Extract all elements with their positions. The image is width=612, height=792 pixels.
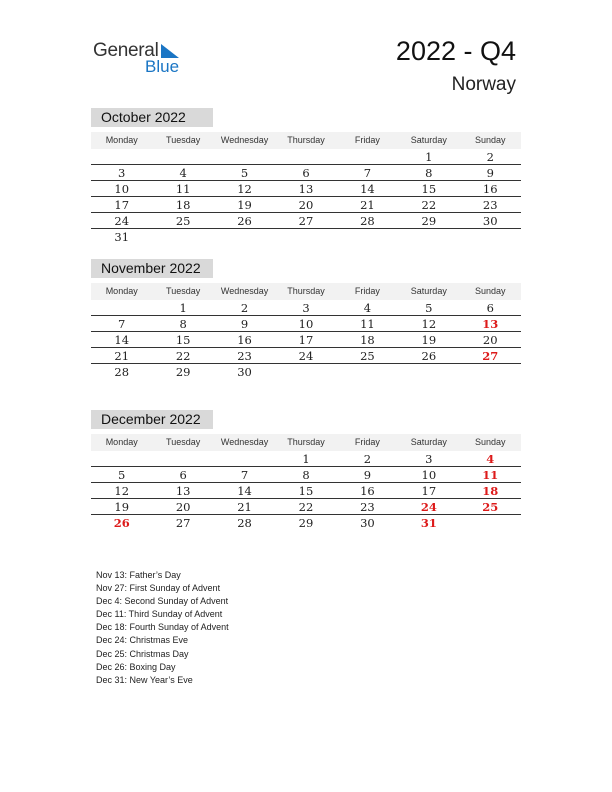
day-cell: 20	[298, 198, 314, 212]
week-row	[91, 316, 521, 332]
weekday-header: Saturday	[410, 437, 447, 447]
holiday-note: Dec 25: Christmas Day	[96, 648, 189, 659]
weekday-header: Friday	[354, 135, 380, 145]
day-cell: 3	[118, 166, 126, 180]
day-cell: 24	[114, 214, 130, 228]
country-name: Norway	[451, 74, 516, 95]
day-cell: 12	[114, 484, 130, 498]
day-cell: 6	[179, 468, 187, 482]
day-cell: 30	[237, 365, 252, 379]
week-row	[91, 229, 521, 245]
day-cell: 26	[421, 349, 437, 363]
weekday-header: Friday	[354, 286, 380, 296]
day-cell: 15	[175, 333, 191, 347]
day-cell: 7	[118, 317, 126, 331]
day-cell	[91, 451, 152, 466]
day-cell: 24	[298, 349, 314, 363]
weekday-header: Monday	[105, 135, 138, 145]
weekday-header: Monday	[105, 286, 138, 296]
week-row	[91, 348, 521, 364]
month-label: December 2022	[91, 410, 213, 429]
month-calendar	[91, 108, 521, 245]
holiday-note: Nov 27: First Sunday of Advent	[96, 583, 221, 594]
weekday-header-row	[91, 132, 521, 149]
day-cell: 6	[302, 166, 310, 180]
day-cell: 17	[298, 333, 314, 347]
day-cell: 5	[118, 468, 126, 482]
day-cell: 4	[363, 301, 372, 315]
week-row	[91, 181, 521, 197]
week-row	[91, 213, 521, 229]
week-row	[91, 483, 521, 499]
day-cell: 21	[360, 198, 375, 212]
day-cell	[275, 149, 336, 164]
day-cell: 1	[425, 150, 433, 164]
weekday-header: Sunday	[474, 135, 506, 145]
holiday-notes	[96, 569, 229, 687]
day-cell	[337, 149, 398, 164]
day-cell: 22	[421, 198, 437, 212]
day-cell: 4	[179, 166, 187, 180]
page-title: 2022 - Q4	[395, 36, 516, 66]
day-cell	[152, 149, 213, 164]
day-cell: 15	[421, 182, 437, 196]
day-cell: 12	[421, 317, 437, 331]
day-cell: 18	[360, 333, 375, 347]
day-cell: 17	[114, 198, 130, 212]
day-cell: 5	[240, 166, 249, 180]
day-cell: 30	[360, 516, 375, 530]
month-calendar	[91, 410, 521, 531]
week-row	[91, 197, 521, 213]
weekday-header: Monday	[105, 437, 138, 447]
day-cell	[398, 364, 459, 380]
day-cell: 25	[482, 500, 499, 514]
day-cell: 13	[298, 182, 314, 196]
day-cell	[398, 229, 459, 245]
day-cell: 31	[114, 230, 130, 244]
weekday-header: Tuesday	[166, 135, 201, 145]
weekday-header: Sunday	[474, 286, 506, 296]
day-cell: 27	[298, 214, 314, 228]
week-row	[91, 364, 521, 380]
holiday-note: Dec 4: Second Sunday of Advent	[96, 596, 229, 607]
day-cell: 11	[360, 317, 375, 331]
day-cell: 3	[425, 452, 433, 466]
day-cell	[460, 229, 521, 245]
day-cell	[152, 229, 213, 245]
day-cell: 23	[237, 349, 252, 363]
holiday-note: Dec 31: New Year’s Eve	[96, 674, 193, 685]
day-cell: 29	[298, 516, 314, 530]
weekday-header: Saturday	[410, 286, 447, 296]
weekday-header-row	[91, 434, 521, 451]
day-cell: 20	[482, 333, 498, 347]
day-cell: 11	[175, 182, 191, 196]
day-cell: 20	[175, 500, 191, 514]
day-cell: 9	[240, 317, 249, 331]
day-cell: 14	[360, 182, 375, 196]
day-cell: 14	[114, 333, 130, 347]
day-cell: 19	[421, 333, 437, 347]
logo-word-general: General	[93, 40, 159, 61]
day-cell: 17	[421, 484, 437, 498]
day-cell	[214, 229, 275, 245]
day-cell: 10	[114, 182, 130, 196]
holiday-note: Dec 18: Fourth Sunday of Advent	[96, 622, 229, 633]
day-cell: 22	[298, 500, 314, 514]
weekday-header: Sunday	[474, 437, 506, 447]
weekday-header-row	[91, 283, 521, 300]
holiday-note: Dec 11: Third Sunday of Advent	[96, 609, 223, 620]
day-cell: 18	[482, 484, 499, 498]
day-cell: 22	[175, 349, 191, 363]
day-cell: 10	[421, 468, 437, 482]
week-row	[91, 499, 521, 515]
week-row	[91, 467, 521, 483]
day-cell: 12	[237, 182, 252, 196]
day-cell: 18	[175, 198, 191, 212]
generalblue-logo	[93, 40, 203, 80]
week-row	[91, 451, 521, 467]
day-cell: 19	[237, 198, 252, 212]
day-cell	[460, 364, 521, 380]
day-cell: 4	[486, 452, 495, 466]
day-cell	[337, 364, 398, 380]
day-cell: 8	[179, 317, 187, 331]
day-cell: 29	[175, 365, 191, 379]
weekday-header: Thursday	[287, 286, 325, 296]
day-cell	[91, 300, 152, 315]
holiday-note: Dec 26: Boxing Day	[96, 661, 176, 672]
weekday-header: Saturday	[410, 135, 447, 145]
day-cell: 25	[175, 214, 191, 228]
day-cell: 31	[420, 516, 437, 530]
weekday-header: Tuesday	[166, 437, 201, 447]
day-cell: 7	[363, 166, 372, 180]
day-cell: 28	[114, 365, 130, 379]
day-cell: 1	[179, 301, 187, 315]
week-row	[91, 515, 521, 531]
weekday-header: Wednesday	[220, 286, 269, 296]
day-cell: 1	[302, 452, 310, 466]
day-cell: 9	[486, 166, 494, 180]
logo-word-blue: Blue	[145, 57, 180, 76]
day-cell: 16	[482, 182, 498, 196]
day-cell: 2	[240, 301, 249, 315]
day-cell: 2	[486, 150, 494, 164]
day-cell: 11	[482, 468, 499, 482]
day-cell	[337, 229, 398, 245]
day-cell: 26	[113, 516, 130, 530]
week-row	[91, 165, 521, 181]
day-cell: 25	[360, 349, 375, 363]
day-cell	[275, 229, 336, 245]
week-row	[91, 300, 521, 316]
day-cell: 21	[237, 500, 252, 514]
day-cell: 19	[114, 500, 130, 514]
day-cell: 23	[360, 500, 375, 514]
weekday-header: Wednesday	[220, 437, 269, 447]
day-cell: 7	[240, 468, 249, 482]
day-cell: 15	[298, 484, 314, 498]
month-calendar	[91, 259, 521, 380]
week-row	[91, 332, 521, 348]
day-cell: 13	[482, 317, 499, 331]
day-cell: 28	[360, 214, 375, 228]
month-label: November 2022	[91, 259, 213, 278]
day-cell: 10	[298, 317, 314, 331]
day-cell: 6	[486, 301, 494, 315]
holiday-note: Dec 24: Christmas Eve	[96, 635, 189, 646]
day-cell	[214, 451, 275, 466]
day-cell: 29	[421, 214, 437, 228]
day-cell: 27	[175, 516, 191, 530]
day-cell: 13	[175, 484, 191, 498]
day-cell	[275, 364, 336, 380]
weekday-header: Thursday	[287, 437, 325, 447]
weekday-header: Friday	[354, 437, 380, 447]
day-cell: 24	[420, 500, 437, 514]
logo-triangle-icon	[161, 44, 179, 58]
day-cell: 3	[302, 301, 310, 315]
day-cell: 27	[482, 349, 499, 363]
day-cell: 2	[363, 452, 372, 466]
day-cell: 21	[114, 349, 130, 363]
week-row	[91, 149, 521, 165]
day-cell: 8	[302, 468, 310, 482]
month-label: October 2022	[91, 108, 213, 127]
day-cell: 26	[237, 214, 252, 228]
day-cell: 8	[425, 166, 433, 180]
day-cell	[152, 451, 213, 466]
weekday-header: Wednesday	[220, 135, 269, 145]
day-cell	[214, 149, 275, 164]
day-cell	[91, 149, 152, 164]
day-cell: 30	[482, 214, 498, 228]
day-cell	[460, 515, 521, 531]
day-cell: 5	[425, 301, 433, 315]
day-cell: 14	[237, 484, 252, 498]
day-cell: 16	[237, 333, 252, 347]
weekday-header: Thursday	[287, 135, 325, 145]
day-cell: 28	[237, 516, 252, 530]
weekday-header: Tuesday	[166, 286, 201, 296]
day-cell: 9	[363, 468, 372, 482]
day-cell: 16	[360, 484, 375, 498]
holiday-note: Nov 13: Father’s Day	[96, 570, 181, 580]
day-cell: 23	[482, 198, 498, 212]
